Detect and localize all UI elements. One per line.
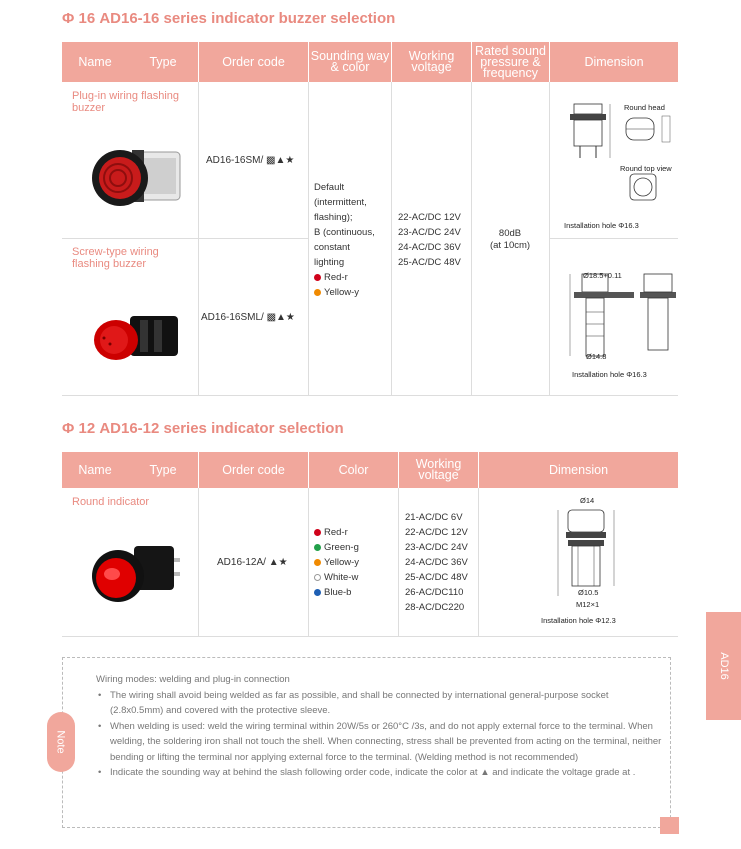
note-bullet: • Indicate the sounding way at behind the slash following order code, indicate the color at ▲ and indicate the voltage grade at .	[96, 765, 662, 781]
grid-line	[62, 636, 678, 637]
row-name-screw-buzzer: Screw-type wiring flashing buzzer	[72, 246, 159, 270]
round-top-view-label: Round top view	[620, 164, 672, 173]
color-option-red: Red-r	[314, 525, 359, 540]
voltage-item: 24-AC/DC 36V	[398, 242, 461, 253]
header-voltage: Working voltage	[398, 452, 478, 488]
header-color: Color	[308, 452, 398, 488]
grid-line	[308, 82, 309, 395]
voltage-item: 24-AC/DC 36V	[405, 557, 468, 568]
note-bullet: • The wiring shall avoid being welded as far as possible, and shall be connected by international general-purpose socket (2.8x0.5mm) and covered with the protective sleeve.	[96, 688, 662, 719]
color-option-red: Red-r	[314, 270, 390, 285]
grid-line	[398, 488, 399, 636]
header-name: Name	[78, 54, 112, 69]
note-intro: Wiring modes: welding and plug-in connection	[96, 674, 290, 685]
voltage-item: 21-AC/DC 6V	[405, 512, 463, 523]
voltage-item: 25-AC/DC 48V	[405, 572, 468, 583]
voltage-item: 23-AC/DC 24V	[405, 542, 468, 553]
voltage-item: 23-AC/DC 24V	[398, 227, 461, 238]
voltage-item: 25-AC/DC 48V	[398, 257, 461, 268]
header-voltage: Working voltage	[391, 42, 471, 82]
voltage-list-1	[398, 210, 461, 270]
dim-diameter-bottom: Ø14.8	[586, 352, 607, 361]
green-dot-icon	[314, 544, 321, 551]
header-dimension: Dimension	[549, 42, 678, 82]
sounding-line: flashing);	[314, 212, 353, 223]
plug-in-buzzer-image	[88, 142, 188, 222]
sounding-line: constant	[314, 242, 350, 253]
header-order-code: Order code	[198, 452, 308, 488]
note-tab: Note	[47, 712, 75, 772]
header-order-code: Order code	[198, 42, 308, 82]
section2-header	[62, 452, 678, 488]
dim-thread: M12×1	[576, 600, 600, 609]
install-hole-label-1: Installation hole Φ16.3	[564, 221, 639, 230]
color-option-yellow: Yellow-y	[314, 285, 390, 300]
dim-diameter-bottom: Ø10.5	[578, 588, 599, 597]
yellow-dot-icon	[314, 559, 321, 566]
sounding-line: B (continuous,	[314, 227, 375, 238]
grid-line	[62, 238, 308, 239]
header-name: Name	[78, 462, 112, 477]
round-indicator-image	[88, 540, 192, 610]
red-dot-icon	[314, 274, 321, 281]
grid-line	[198, 488, 199, 636]
voltage-item: 26-AC/DC110	[405, 587, 464, 598]
row-name-round-indicator: Round indicator	[72, 496, 150, 508]
sounding-way	[314, 180, 390, 300]
corner-decoration	[660, 817, 679, 834]
white-dot-icon	[314, 574, 321, 581]
note-bullet: • When welding is used: weld the wiring terminal within 20W/5s or 260°C /3s, and do not apply external force to the terminal. When welding, the soldering iron shall not touch the shell. When connecting, stress shall be prevented from acting on the terminal, neither bending or lifting the terminal nor applying external force to the terminal. (Welding method is not recommended)	[96, 719, 662, 766]
header-dimension: Dimension	[478, 452, 678, 488]
section2-title: Φ 12 AD16-12 series indicator selection	[62, 420, 344, 437]
blue-dot-icon	[314, 589, 321, 596]
header-type: Type	[149, 462, 177, 477]
voltage-list-2	[405, 510, 468, 615]
pressure-value: 80dB	[498, 228, 522, 239]
order-code-plug-in: AD16-16SM/ ▩▲★	[206, 155, 295, 166]
color-option-green: Green-g	[314, 540, 359, 555]
voltage-item: 22-AC/DC 12V	[405, 527, 468, 538]
header-type: Type	[149, 54, 177, 69]
sound-pressure	[471, 228, 549, 252]
grid-line	[62, 395, 678, 396]
color-option-blue: Blue-b	[314, 585, 359, 600]
dim-diameter-top: Ø14	[580, 496, 595, 505]
side-tab-ad16[interactable]: AD16	[706, 612, 741, 720]
section1-header	[62, 42, 678, 82]
grid-line	[391, 82, 392, 395]
yellow-dot-icon	[314, 289, 321, 296]
voltage-item: 22-AC/DC 12V	[398, 212, 461, 223]
voltage-item: 28-AC/DC220	[405, 602, 465, 613]
red-dot-icon	[314, 529, 321, 536]
install-hole-label-2: Installation hole Φ16.3	[572, 370, 647, 379]
section1-title: Φ 16 AD16-16 series indicator buzzer selection	[62, 10, 396, 27]
note-text	[96, 672, 662, 781]
grid-line	[308, 488, 309, 636]
round-head-label: Round head	[624, 103, 665, 112]
sounding-line: lighting	[314, 257, 345, 268]
install-hole-label-3: Installation hole Φ12.3	[541, 616, 616, 625]
color-option-white: White-w	[314, 570, 359, 585]
sounding-line: (intermittent,	[314, 197, 367, 208]
order-code-screw: AD16-16SML/ ▩▲★	[201, 312, 295, 323]
color-option-yellow: Yellow-y	[314, 555, 359, 570]
header-pressure: Rated sound pressure & frequency	[471, 42, 549, 82]
header-sounding: Sounding way & color	[308, 42, 391, 82]
row-name-plug-in-buzzer: Plug-in wiring flashing buzzer	[72, 90, 179, 114]
pressure-distance: (at 10cm)	[489, 240, 531, 251]
order-code-round-indicator: AD16-12A/ ▲★	[217, 557, 288, 568]
sounding-line: Default	[314, 182, 345, 193]
grid-line	[478, 488, 479, 636]
dim-diameter-top: Ø18.5+0.11	[583, 271, 622, 280]
screw-buzzer-image	[88, 310, 188, 370]
grid-line	[549, 238, 678, 239]
indicator-color-list	[314, 525, 359, 600]
